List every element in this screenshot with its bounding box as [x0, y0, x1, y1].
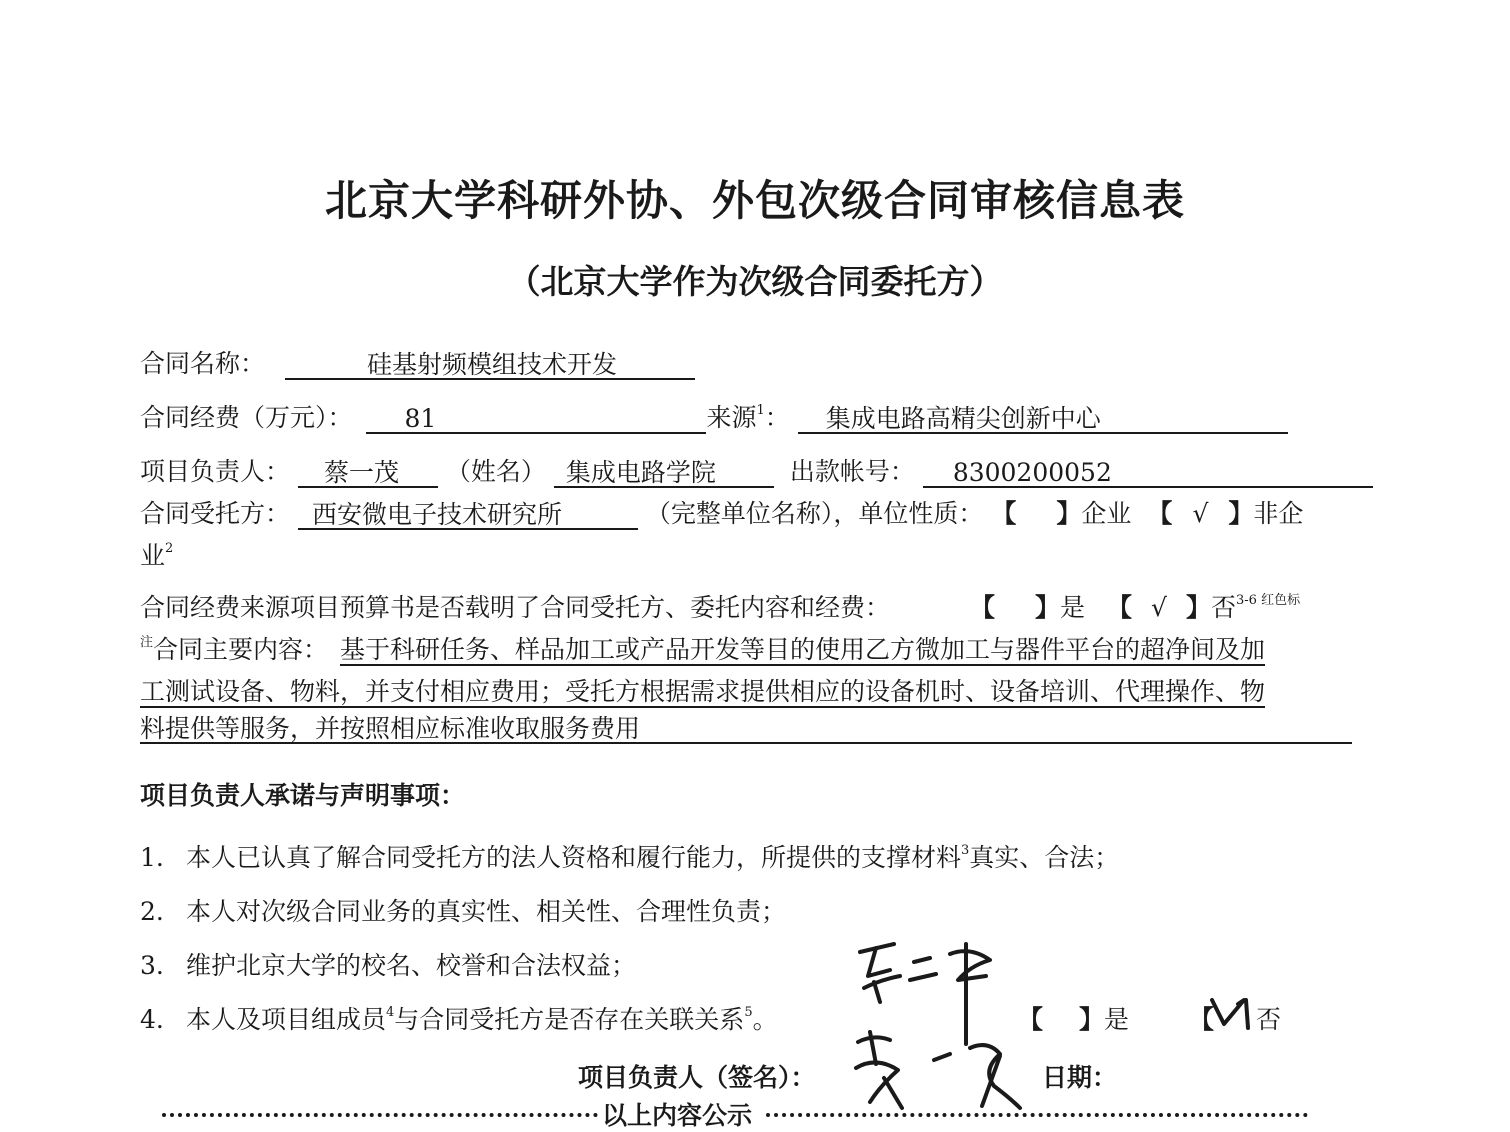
- commitment-sup-4: 4: [386, 1005, 395, 1020]
- document-subtitle: （北京大学作为次级合同委托方）: [507, 262, 1003, 301]
- commitment-sup-4b: 5: [744, 1005, 753, 1020]
- contract-name-value: 硅基射频模组技术开发: [285, 350, 695, 380]
- content-line-2: 工测试设备、物料，并支付相应费用；受托方根据需求提供相应的设备机时、设备培训、代理操作、物: [140, 677, 1266, 706]
- budget-question-row: [140, 588, 1300, 624]
- pi-label: 项目负责人：: [140, 457, 291, 486]
- commitment-text-3: 维护北京大学的校名、校誉和合法权益；: [186, 951, 637, 980]
- content-row-3: [140, 714, 1352, 744]
- commitment-sup-1: 3: [961, 843, 970, 858]
- fee-value: 81: [366, 404, 706, 434]
- content-label: 合同主要内容：: [153, 635, 329, 664]
- budget-no-label: 否: [1211, 593, 1237, 622]
- account-value: 8300200052: [923, 458, 1373, 488]
- pi-name-value: 蔡一茂: [298, 458, 438, 488]
- budget-no-bracket-close: 】: [1185, 593, 1211, 622]
- commitment-item-4: [140, 1000, 778, 1036]
- item4-no-label: 否: [1256, 1005, 1282, 1034]
- content-row-1: [140, 630, 1265, 666]
- commitment-num-3: 3.: [140, 951, 164, 980]
- non-enterprise-bracket-close: 】: [1228, 499, 1254, 528]
- trustee-row: [140, 494, 1303, 530]
- source-colon: ：: [764, 403, 790, 432]
- commitment-text-1a: 本人已认真了解合同受托方的法人资格和履行能力，所提供的支撑材料: [186, 843, 962, 872]
- non-enterprise-label-part2: 业: [140, 541, 166, 570]
- commitment-text-1b: 真实、合法；: [969, 843, 1120, 872]
- item4-yes-bracket-close: 】: [1079, 1005, 1105, 1034]
- budget-yes-bracket-close: 】: [1034, 593, 1060, 622]
- contract-name-row: [140, 344, 695, 380]
- commitments-heading: 项目负责人承诺与声明事项：: [140, 781, 466, 810]
- commitment-text-4c: 。: [752, 1005, 778, 1034]
- budget-no-check: √: [1151, 593, 1167, 622]
- source-footnote: 1: [756, 403, 765, 418]
- commitment-item-2: [140, 892, 786, 928]
- non-enterprise-label-part1: 非企: [1253, 499, 1304, 528]
- commitment-num-1: 1.: [140, 843, 164, 872]
- non-enterprise-check: √: [1192, 499, 1209, 528]
- date-label: 日期：: [1042, 1063, 1118, 1092]
- item4-yes-label: 是: [1104, 1005, 1130, 1034]
- commitment-text-2: 本人对次级合同业务的真实性、相关性、合理性负责；: [186, 897, 787, 926]
- enterprise-label: 企业: [1081, 499, 1132, 528]
- commitment-item-3: [140, 946, 636, 982]
- signature-label: 项目负责人（签名）：: [578, 1063, 816, 1092]
- commitment-num-2: 2.: [140, 897, 164, 926]
- budget-yes-label: 是: [1060, 593, 1086, 622]
- budget-no-bracket-open: 【: [1106, 593, 1132, 622]
- commitment-num-4: 4.: [140, 1005, 164, 1034]
- footer-dotted-left: [162, 1113, 598, 1117]
- budget-yes-bracket-open: 【: [969, 593, 995, 622]
- handwritten-check-icon: [1208, 994, 1274, 1034]
- non-enterprise-bracket-open: 【: [1147, 499, 1173, 528]
- content-line-1: 基于科研任务、样品加工或产品开发等目的使用乙方微加工与器件平台的超净间及加: [339, 635, 1265, 664]
- department-value: 集成电路学院: [554, 458, 774, 488]
- non-enterprise-footnote: 2: [165, 541, 174, 556]
- public-notice: 以上内容公示: [602, 1101, 753, 1130]
- content-line-3: 料提供等服务，并按照相应标准收取服务费用: [140, 714, 1352, 744]
- trustee-row-wrap: [140, 536, 173, 572]
- commitment-text-4b: 与合同受托方是否存在关联关系: [394, 1005, 745, 1034]
- handwritten-signature-icon: [850, 936, 1030, 1116]
- fee-label: 合同经费（万元）：: [140, 403, 353, 432]
- source-label: 来源: [706, 403, 757, 432]
- red-note-tail: 注: [140, 635, 154, 650]
- item4-yes-bracket-open: 【: [1018, 1005, 1044, 1034]
- trustee-hint: （完整单位名称），单位性质：: [645, 499, 984, 528]
- red-note-footnote: 3-6 红色标: [1236, 593, 1301, 608]
- item4-no-bracket-open: 【: [1189, 1005, 1215, 1034]
- enterprise-bracket-open: 【: [991, 499, 1017, 528]
- enterprise-bracket-close: 】: [1056, 499, 1082, 528]
- account-label: 出款帐号：: [789, 457, 915, 486]
- commitment-item-1: [140, 838, 1119, 874]
- pi-row: [140, 452, 1373, 488]
- contract-fee-row: [140, 398, 1288, 434]
- trustee-value: 西安微电子技术研究所: [298, 500, 638, 530]
- name-hint: （姓名）: [445, 457, 546, 486]
- footer-dotted-right: [766, 1113, 1308, 1117]
- budget-question: 合同经费来源项目预算书是否载明了合同受托方、委托内容和经费：: [140, 593, 891, 622]
- trustee-label: 合同受托方：: [140, 499, 291, 528]
- commitment-text-4a: 本人及项目组成员: [186, 1005, 387, 1034]
- document-title: 北京大学科研外协、外包次级合同审核信息表: [324, 176, 1185, 225]
- contract-name-label: 合同名称：: [140, 349, 266, 378]
- source-value: 集成电路高精尖创新中心: [798, 404, 1288, 434]
